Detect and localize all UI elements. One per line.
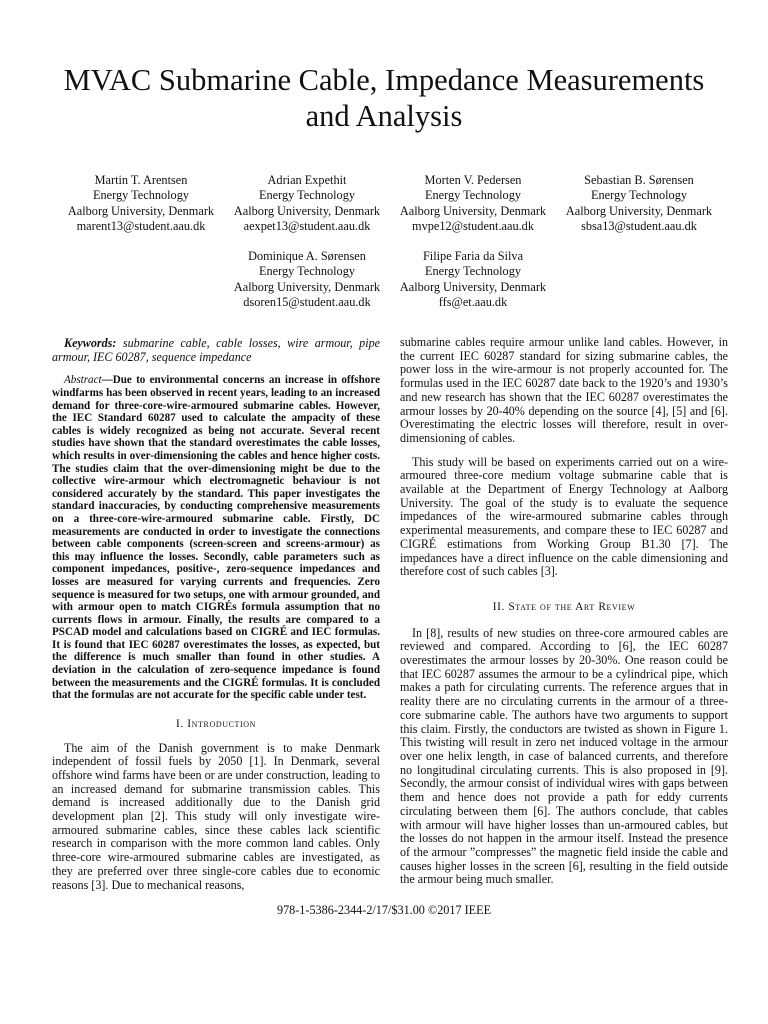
- copyright-footer: 978-1-5386-2344-2/17/$31.00 ©2017 IEEE: [276, 903, 492, 917]
- author-email: aexpet13@student.aau.dk: [243, 219, 371, 234]
- author-dept: Energy Technology: [258, 264, 355, 279]
- author-email: sbsa13@student.aau.dk: [581, 219, 697, 234]
- section-heading-state-of-art: II. State of the Art Review: [492, 600, 636, 613]
- keywords-label: Keywords:: [64, 336, 117, 350]
- author-affiliation: Aalborg University, Denmark: [233, 279, 381, 294]
- abstract-label: Abstract: [64, 374, 102, 387]
- author-affiliation: Aalborg University, Denmark: [67, 203, 215, 218]
- paper-title: MVAC Submarine Cable, Impedance Measurements and Analysis: [63, 63, 705, 133]
- author-affiliation: Aalborg University, Denmark: [233, 203, 381, 218]
- author-block: [222, 249, 392, 311]
- author-email: dsoren15@student.aau.dk: [243, 295, 371, 310]
- author-name: Dominique A. Sørensen: [248, 249, 366, 263]
- author-name: Sebastian B. Sørensen: [584, 173, 694, 187]
- author-email: marent13@student.aau.dk: [76, 219, 206, 234]
- author-affiliation: Aalborg University, Denmark: [565, 203, 713, 218]
- author-block: [56, 173, 226, 235]
- author-name: Morten V. Pedersen: [424, 173, 522, 187]
- section-heading-introduction: I. Introduction: [175, 717, 257, 730]
- author-dept: Energy Technology: [590, 188, 687, 203]
- abstract: [52, 374, 380, 701]
- author-dept: Energy Technology: [424, 264, 521, 279]
- left-column: [52, 337, 380, 892]
- abstract-text: —Due to environmental concerns an increase in offshore windfarms has been observed in recent years, leading to an increased demand for three-core-wire-armoured submarine cables. However, the IEC Standard 60287 used to calculate the ampacity of these cables is widely recognized as being not accurate. Several recent studies have shown that the standard overestimates the cable losses, which results in over-dimensioning the cables and hence higher costs. The studies claim that the over-dimensioning might be due to the collective wire-armour which electromagnetic behaviour is not considered accurately by the standard. This paper investigates the standard inaccuracies, by conducting comprehensive measurements on a three-core-wire-armoured submarine cable. Firstly, DC measurements are conducted in order to investigate the connections between cable components (screen-screen and screens-armour) as this may influence the losses. Secondly, cable parameters such as component impedances, positive-, zero-sequence impedances and losses are measured for varying currents and frequencies. Zero sequence is measured for two setups, one with armour grounded, and with armour open to match CIGRÉs formula assumption that no currents flows in armour. Finally, the results are compared to a PSCAD model and calculations based on CIGRÉ and IEC formulas. It is found that IEC 60287 overestimates the losses, as expected, but the difference is much smaller than found in other studies. A deviation in the calculation of zero-sequence impedance is found between the measurements and the CIGRÉ formulas. It is concluded that the formulas are not accurate for the specific cable under test.: [52, 374, 380, 702]
- author-block: [222, 173, 392, 235]
- author-name: Filipe Faria da Silva: [422, 249, 524, 263]
- intro-paragraph-2: This study will be based on experiments carried out on a wire-armoured three-core medium voltage submarine cable that is available at the Department of Energy Technology at Aalborg University. The goal of the study is to evaluate the sequence impedances of the wire-armoured submarine cables through experimental measurements, and compare these to IEC 60287 and CIGRÉ estimations from Working Group B1.30 [7]. The impedances have a direct influence on the cable dimensioning and therefore cost of such cables [3].: [400, 454, 728, 579]
- author-dept: Energy Technology: [258, 188, 355, 203]
- author-name: Adrian Expethit: [267, 173, 347, 187]
- author-email: ffs@et.aau.dk: [438, 295, 508, 310]
- author-block: [388, 173, 558, 235]
- author-dept: Energy Technology: [92, 188, 189, 203]
- author-dept: Energy Technology: [424, 188, 521, 203]
- author-email: mvpe12@student.aau.dk: [412, 219, 534, 234]
- author-affiliation: Aalborg University, Denmark: [399, 279, 547, 294]
- right-column: [400, 336, 728, 887]
- author-block: [388, 249, 558, 311]
- author-name: Martin T. Arentsen: [94, 173, 188, 187]
- keywords: [52, 337, 380, 364]
- intro-paragraph-continued: submarine cables require armour unlike land cables. However, in the current IEC 60287 standard for sizing submarine cables, the power loss in the wire-armour is not properly accounted for. The formulas used in the IEC 60287 date back to the 1920’s and 1930’s and new research has shown that the IEC 60287 overestimates the armour losses by 20-40% depending on the source [4], [5] and [6]. Overestimating the electric losses will therefore, result in over-dimensioning of cables.: [400, 335, 728, 445]
- author-affiliation: Aalborg University, Denmark: [399, 203, 547, 218]
- state-of-art-paragraph: In [8], results of new studies on three-core armoured cables are reviewed and compared. According to [6], the IEC 60287 overestimates the armour losses by 20-30%. One reason could be that IEC 60287 assumes the armour to be a cylindrical pipe, which makes a path for circulating currents. The reference argues that in reality there are no circulating currents in the armour of a three-core submarine cable. The authors have two arguments to support this claim. Firstly, the conductors are twisted as shown in Figure 1. This twisting will result in zero net induced voltage in the armour over one helix length, in case of balanced currents, and therefore no longitudinal circulating currents. This is also proposed in [9]. Secondly, the armour consist of individual wires with gaps between them and hence does not provide a path for eddy currents circulating between them [6]. The authors conclude, that cables with armour will have higher losses than un-armoured cables, but the losses do not happen in the armour itself. Instead the presence of the armour ”compresses” the magnetic field inside the cable and causes higher losses in the screen [6], resulting in the field outside the armour being much smaller.: [400, 625, 728, 887]
- keywords-text: submarine cable, cable losses, wire armour, pipe armour, IEC 60287, sequence impedance: [52, 336, 380, 364]
- intro-paragraph: The aim of the Danish government is to make Denmark independent of fossil fuels by 2050 [1]. In Denmark, several offshore wind farms have been or are under construction, leading to an increased demand for submarine transmission cables. This demand is increased additionally due to the Danish grid development plan [2]. This study will only investigate wire-armoured submarine cables, since these cables lack scientific research in comparison with the more common land cables. Only three-core wire-armoured submarine cables are investigated, as they are preferred over three single-core cables due to economic reasons [3]. Due to mechanical reasons,: [52, 740, 380, 892]
- author-block: [554, 173, 724, 235]
